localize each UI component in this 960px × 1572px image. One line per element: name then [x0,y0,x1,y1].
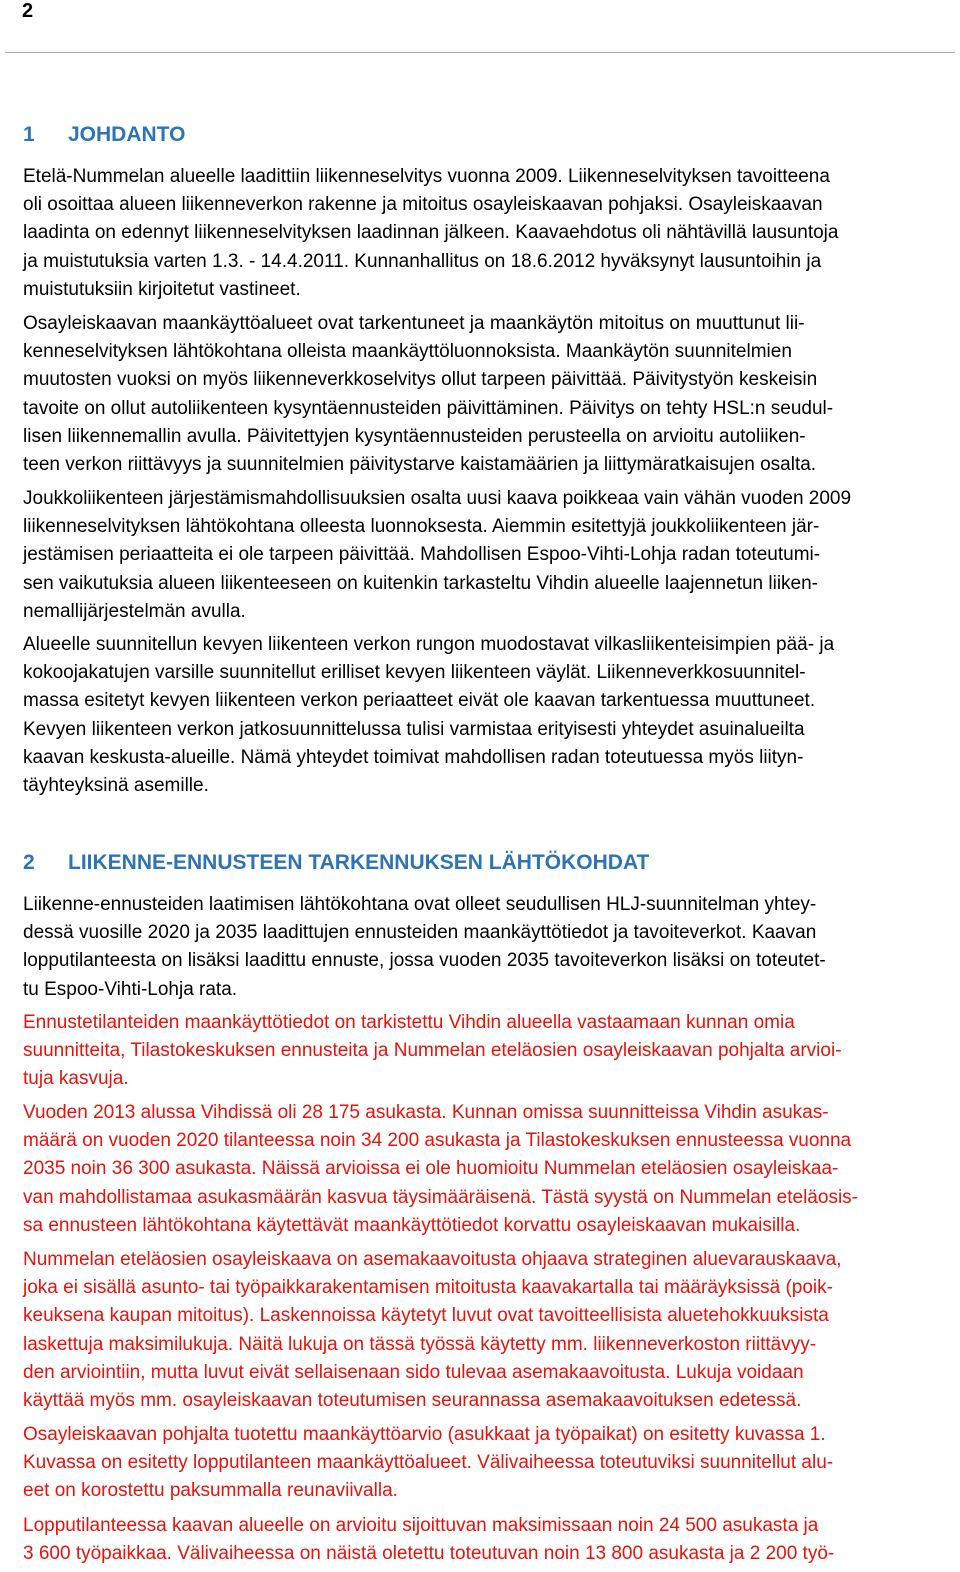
section-title: LIIKENNE-ENNUSTEEN TARKENNUKSEN LÄHTÖKOHDAT [68,851,650,874]
text-line: eet on korostettu paksummalla reunaviivalla. [23,1480,398,1502]
text-line: 2035 noin 36 300 asukasta. Näissä arvioissa ei ole huomioitu Nummelan eteläosien osayleiskaa- [23,1158,839,1180]
text-line: ja muistutuksia varten 1.3. - 14.4.2011. Kunnanhallitus on 18.6.2012 hyväksynyt lausuntoihin ja [23,250,822,272]
text-line: 3 600 työpaikkaa. Välivaiheessa on näistä oletettu toteutuvan noin 13 800 asukasta ja 2 200 työ- [23,1543,835,1565]
text-line: sa ennusteen lähtökohtana käytettävät maankäyttötiedot korvattu osayleiskaavan mukaisilla. [23,1214,801,1236]
text-line: Osayleiskaavan pohjalta tuotettu maankäyttöarvio (asukkaat ja työpaikat) on esitetty kuvassa 1. [23,1424,826,1445]
paragraph-highlighted [23,1099,943,1240]
paragraph [23,310,943,479]
section-heading-1 [23,121,185,149]
paragraph-highlighted [23,1246,943,1415]
text-line: Kuvassa on esitetty lopputilanteen maankäyttöalueet. Välivaiheessa toteutuviksi suunnitellut alu- [23,1452,834,1474]
text-line: Nummelan eteläosien osayleiskaava on asemakaavoitusta ohjaava strateginen aluevarauskaava, [23,1249,842,1270]
paragraph-highlighted [23,1512,943,1568]
paragraph-highlighted [23,1421,943,1506]
text-line: lisen liikennemallin avulla. Päivitettyjen kysyntäennusteiden perusteella on arvioitu autoliiken- [23,425,806,447]
text-line: Liikenne-ennusteiden laatimisen lähtökohtana ovat olleet seudullisen HLJ-suunnitelman yhtey- [23,894,817,915]
text-line: täyhteyksinä asemille. [23,775,209,797]
text-line: Etelä-Nummelan alueelle laadittiin liikenneselvitys vuonna 2009. Liikenneselvityksen tavoitteena [23,166,830,187]
paragraph [23,891,943,1004]
text-line: Kevyen liikenteen verkon jatkosuunnittelussa tulisi varmistaa erityisesti yhteydet asuinalueilta [23,718,805,740]
text-line: kokoojakatujen varsille suunnitellut erilliset kevyen liikenteen väylät. Liikenneverkkosuunnitel- [23,662,806,684]
text-line: laskettuja maksimilukuja. Näitä lukuja on tässä työssä käytetty mm. liikenneverkoston riittävyy- [23,1333,817,1355]
text-line: tuja kasvuja. [23,1068,129,1090]
text-line: Alueelle suunnitellun kevyen liikenteen verkon rungon muodostavat vilkasliikenteisimpien pää- ja [23,634,835,655]
text-line: keuksena kaupan mitoitus). Laskennoissa käytetyt luvut ovat tavoitteellisista aluetehokkuuksista [23,1305,829,1327]
text-line: dessä vuosille 2020 ja 2035 laadittujen ennusteiden maankäyttötiedot ja tavoiteverkot. Kaavan [23,922,817,944]
text-line: laadinta on edennyt liikenneselvityksen laadinnan jälkeen. Kaavaehdotus oli nähtävillä lausuntoja [23,222,839,244]
text-line: oli osoittaa alueen liikenneverkon rakenne ja mitoitus osayleiskaavan pohjaksi. Osayleiskaavan [23,194,823,216]
section-number: 1 [23,123,35,146]
text-line: muutosten vuoksi on myös liikenneverkkoselvitys ollut tarpeen päivittää. Päivitystyön keskeisin [23,369,818,391]
page-number: 2 [22,0,34,22]
text-line: suunnitteita, Tilastokeskuksen ennusteita ja Nummelan eteläosien osayleiskaavan pohjalta arvioi- [23,1040,842,1062]
text-line: nemallijärjestelmän avulla. [23,600,246,622]
paragraph [23,163,943,304]
text-line: teen verkon riittävyys ja suunnitelmien päivitystarve kaistamäärien ja liittymäratkaisujen osalta. [23,454,817,476]
text-line: jestämisen periaatteita ei ole tarpeen päivittää. Mahdollisen Espoo-Vihti-Lohja radan toteutumi- [23,544,821,566]
text-line: Ennustetilanteiden maankäyttötiedot on tarkistettu Vihdin alueella vastaamaan kunnan omia [23,1012,795,1033]
paragraph-highlighted [23,1009,943,1094]
section-title: JOHDANTO [68,123,186,146]
section-heading-2 [23,849,649,877]
text-line: Joukkoliikenteen järjestämismahdollisuuksien osalta uusi kaava poikkeaa vain vähän vuoden 2009 [23,488,852,509]
text-line: massa esitetyt kevyen liikenteen verkon periaatteet eivät ole kaavan tarkentuessa muuttuneet. [23,690,816,712]
text-line: van mahdollistamaa asukasmäärän kasvua täysimääräisenä. Tästä syystä on Nummelan eteläosis- [23,1186,858,1208]
text-line: muistutuksiin kirjoitetut vastineet. [23,278,301,300]
paragraph [23,631,943,800]
text-line: kenneselvityksen lähtökohtana olleista maankäyttöluonnoksista. Maankäytön suunnitelmien [23,341,792,363]
text-line: Lopputilanteessa kaavan alueelle on arvioitu sijoittuvan maksimissaan noin 24 500 asukasta ja [23,1515,819,1536]
section-number: 2 [23,851,35,874]
text-line: tavoite on ollut autoliikenteen kysyntäennusteiden päivittäminen. Päivitys on tehty HSL:n seudul- [23,397,834,419]
text-line: sen vaikutuksia alueen liikenteeseen on kuitenkin tarkasteltu Vihdin alueelle laajennetun liiken- [23,572,819,594]
paragraph [23,485,943,626]
text-line: liikenneselvityksen lähtökohtana olleesta luonnoksesta. Aiemmin esitettyjä joukkoliikenteen jär- [23,516,820,538]
text-line: kaavan keskusta-alueille. Nämä yhteydet toimivat mahdollisen radan toteutuessa myös liityn- [23,746,804,768]
text-line: tu Espoo-Vihti-Lohja rata. [23,978,238,1000]
text-line: lopputilanteesta on lisäksi laadittu ennuste, jossa vuoden 2035 tavoiteverkon lisäksi on toteutet- [23,950,826,972]
text-line: den arviointiin, mutta luvut eivät sellaisenaan sido tulevaa asemakaavoitusta. Lukuja voidaan [23,1361,804,1383]
text-line: käyttää myös mm. osayleiskaavan toteutumisen seurannassa asemakaavoituksen edetessä. [23,1390,802,1412]
text-line: joka ei sisällä asunto- tai työpaikkarakentamisen mitoitusta kaavakartalla tai määräyksissä (poik- [23,1277,833,1299]
text-line: Vuoden 2013 alussa Vihdissä oli 28 175 asukasta. Kunnan omissa suunnitteissa Vihdin asukas- [23,1102,829,1123]
text-line: Osayleiskaavan maankäyttöalueet ovat tarkentuneet ja maankäytön mitoitus on muuttunut lii- [23,313,805,334]
text-line: määrä on vuoden 2020 tilanteessa noin 34 200 asukasta ja Tilastokeskuksen ennusteessa vuonna [23,1130,852,1152]
header-divider [5,52,955,53]
